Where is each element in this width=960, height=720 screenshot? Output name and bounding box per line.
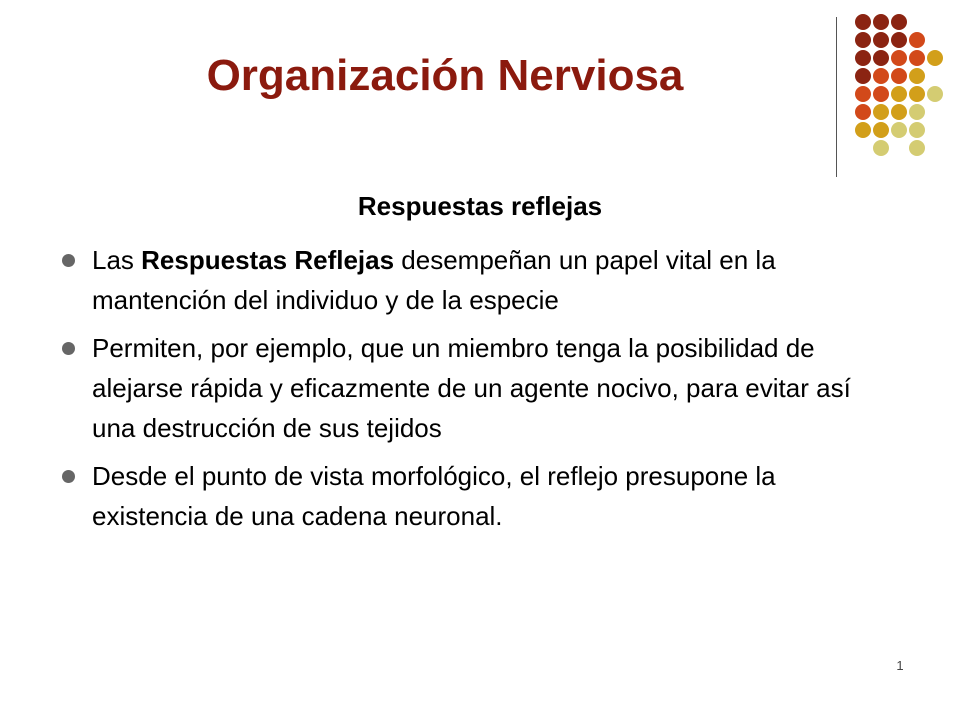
dot: [873, 86, 889, 102]
dot: [855, 50, 871, 66]
bullet-item: [60, 240, 880, 320]
decorative-dot-grid: [0, 0, 960, 200]
bullet-text: Permiten, por ejemplo, que un miembro tenga la posibilidad de alejarse rápida y eficazmente de un agente nocivo, para evitar así una destrucción de sus tejidos: [92, 333, 851, 443]
bullet-text: desempeñan un papel vital en la mantención del individuo y de la especie: [92, 245, 776, 315]
dot: [873, 50, 889, 66]
bullet-icon: [62, 470, 75, 483]
dot: [909, 140, 925, 156]
bullet-list: [60, 240, 880, 544]
dot: [891, 104, 907, 120]
dot: [855, 32, 871, 48]
bullet-item: [60, 328, 880, 448]
dot: [909, 32, 925, 48]
dot: [927, 86, 943, 102]
dot: [855, 122, 871, 138]
slide-title: Organización Nerviosa: [206, 51, 684, 100]
dot: [891, 14, 907, 30]
dot: [873, 32, 889, 48]
bullet-item: [60, 456, 880, 536]
dot: [855, 14, 871, 30]
dot: [873, 104, 889, 120]
bullet-icon: [62, 254, 75, 267]
slide-subtitle: Respuestas reflejas: [357, 191, 603, 221]
dot: [873, 14, 889, 30]
dot: [855, 104, 871, 120]
dot: [909, 68, 925, 84]
dot: [855, 68, 871, 84]
dot: [891, 68, 907, 84]
dot: [891, 50, 907, 66]
bullet-text: Las: [92, 245, 142, 275]
dot: [891, 86, 907, 102]
dot: [909, 50, 925, 66]
dot: [873, 122, 889, 138]
dot: [909, 122, 925, 138]
bullet-icon: [62, 342, 75, 355]
page-number: 1: [896, 658, 904, 673]
dot: [909, 86, 925, 102]
dot: [927, 50, 943, 66]
dot: [855, 86, 871, 102]
dot: [873, 140, 889, 156]
bullet-bold-text: Respuestas Reflejas: [141, 245, 395, 275]
bullet-text: Desde el punto de vista morfológico, el reflejo presupone la existencia de una cadena neuronal.: [92, 461, 776, 531]
dot: [891, 32, 907, 48]
dot: [891, 122, 907, 138]
dot: [909, 104, 925, 120]
dot: [873, 68, 889, 84]
